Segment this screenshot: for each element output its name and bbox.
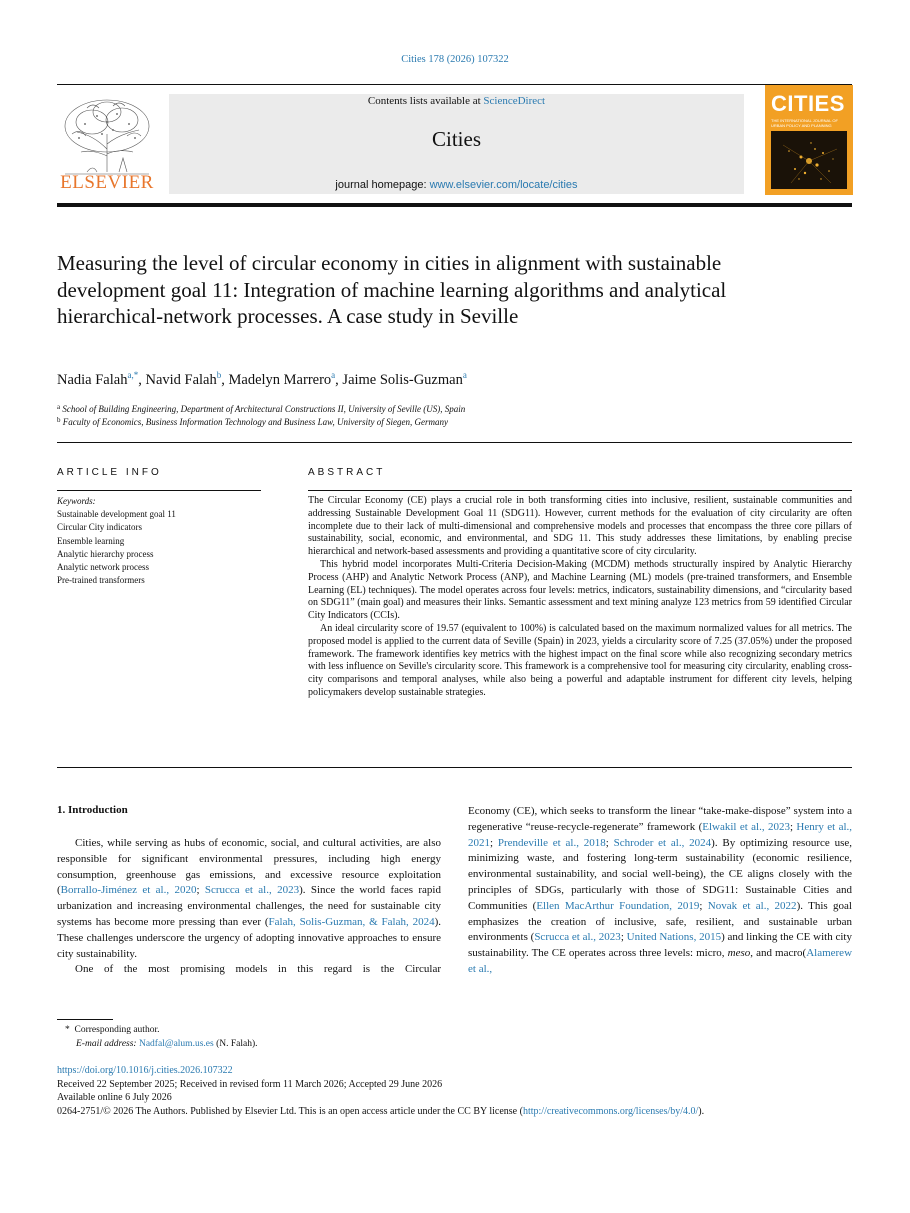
- body-text: ;: [789, 820, 797, 833]
- keyword-item: Circular City indicators: [57, 522, 142, 533]
- sciencedirect-link[interactable]: ScienceDirect: [483, 95, 546, 107]
- received-dates: Received 22 September 2025; Received in revised form 11 March 2026; Accepted 29 June 2026: [57, 1078, 443, 1090]
- author-separator: ,: [335, 372, 343, 388]
- license-suffix: ).: [698, 1105, 705, 1117]
- citation-reference-link[interactable]: Borrallo-Jiménez et al., 2020: [60, 884, 197, 897]
- header-top-rule: [57, 84, 852, 85]
- abstract-paragraph: The Circular Economy (CE) plays a crucial role in both transforming cities into inclusive, resilient, sustainable communities and addressing Sustainable Development Goal 11 (SDG11). However, current methods for the evaluation of city circularity are often incomplete due to their lack of multi-dimensional and comprehensive models and processes that encompass the three core pillars of sustainability, social, economic, and environmental, and SDG 11. This study addresses these limitations, by enabling precise hierarchical and network-based assessments and providing a quantitative score of city circularity.: [308, 495, 852, 558]
- article-info-rule: [57, 490, 261, 491]
- citation-reference-link[interactable]: Novak et al., 2022: [707, 899, 797, 912]
- corresponding-label: Corresponding author.: [74, 1025, 160, 1035]
- body-text: One of the most promising models in this regard is the Circular: [75, 963, 441, 976]
- affiliation-a-text: School of Building Engineering, Department of Architectural Constructions II, University of Seville (US), Spain: [62, 404, 466, 414]
- journal-title: Cities: [431, 127, 481, 151]
- doi-link[interactable]: https://doi.org/10.1016/j.cities.2026.107322: [57, 1065, 233, 1076]
- affiliation-b-marker: b: [57, 416, 61, 424]
- email-link[interactable]: Nadfal@alum.us.es: [138, 1039, 214, 1049]
- author-name[interactable]: Jaime Solis-Guzman: [342, 372, 463, 388]
- body-text: Cities, while serving as hubs of economic, social, and cultural activities, are also responsible for significant environmental pressures, including high energy consumption, greenhouse gas emissions, and excessive resource exploitation (: [57, 837, 441, 897]
- keywords-label: Keywords:: [57, 496, 96, 506]
- body-text: ). This goal emphasizes the creation of inclusive, safe, resilient, and sustainable urban environments (: [468, 899, 852, 944]
- abstract-paragraph: This hybrid model incorporates Multi-Criteria Decision-Making (MCDM) methods structurally inspired by Analytic Hierarchy Process (AHP) and Analytic Network Process (ANP), and Machine Learning (ML) models (pre-trained transformers, and Ensemble Learning (EL) techniques). The model operates across four levels: metrics, indicators, sustainability dimensions, and “circularity based on SDG11” (main goal) and measures their links. Semantic assessment and text mining analyze 123 metrics from 59 identified Circular City Indicators (CCIs).: [308, 558, 852, 622]
- abstract-body: [308, 495, 852, 700]
- author-separator: ,: [138, 372, 146, 388]
- affiliation-a-marker: a: [57, 403, 61, 411]
- abstract-paragraph: An ideal circularity score of 19.57 (equivalent to 100%) is calculated based on the maximum normalized values for all metrics. The proposed model is applied to the current data of Seville (Spain) in 2023, yields a circularity score of 7.25 (37.05%) under the proposed framework. The framework identifies key metrics with the highest impact on the final score while also recognizing secondary metrics with less influence on Seville's circularity score. This framework is a comprehensive tool for measuring city circularity, enabling cross-city comparisons and temporal analyses, while also being a powerful and adaptable instrument for different city levels, helping policymakers develop sustainable strategies.: [308, 622, 852, 698]
- body-text: ). By optimizing resource use, minimizing waste, and fostering long-term sustainability (economic resilience, environmental sustainability, and social well-being), the CE aligns closely with the principles of SDGs, particularly with those of SDG11: Sustainable Cities and Communities (: [468, 836, 852, 912]
- journal-cover[interactable]: [765, 85, 853, 195]
- citation-reference-link[interactable]: Scrucca et al., 2023: [534, 931, 621, 944]
- keyword-item: Analytic hierarchy process: [57, 548, 154, 559]
- license-link[interactable]: http://creativecommons.org/licenses/by/4.0/: [522, 1105, 699, 1117]
- author-name[interactable]: Madelyn Marrero: [228, 372, 332, 388]
- author-list: [57, 370, 852, 389]
- keyword-item: Pre-trained transformers: [57, 575, 145, 586]
- header-bottom-rule: [57, 203, 852, 207]
- corresponding-footnote: [57, 1024, 852, 1038]
- journal-header: [57, 84, 852, 208]
- citation-reference-link[interactable]: Ellen MacArthur Foundation, 2019: [536, 899, 700, 912]
- body-text: ;: [196, 884, 205, 897]
- article-title: Measuring the level of circular economy in cities in alignment with sustainable development goal 11: Integration of machine learning algorithms and analytical hierarchical-network processes. A case study in Seville: [57, 251, 727, 328]
- citation-line: [0, 54, 910, 65]
- cover-city-lights-image-icon: [771, 131, 847, 189]
- available-online: Available online 6 July 2026: [57, 1092, 172, 1103]
- keyword-item: Ensemble learning: [57, 535, 125, 546]
- elsevier-wordmark: ELSEVIER: [60, 172, 154, 193]
- keywords-block: [57, 495, 261, 587]
- citation-reference-link[interactable]: Falah, Solis-Guzman, & Falah, 2024: [268, 915, 435, 928]
- author-name[interactable]: Navid Falah: [145, 372, 217, 388]
- body-text: ;: [605, 836, 614, 849]
- body-text: , and macro(: [750, 947, 807, 960]
- abstract-heading: ABSTRACT: [308, 467, 386, 478]
- affiliation-b-text: Faculty of Economics, Business Information Technology and Business Law, University of Siegen, Germany: [62, 417, 448, 427]
- info-top-rule: [57, 442, 852, 443]
- author-affiliation-marker[interactable]: b: [216, 370, 222, 380]
- italic-text: meso: [727, 947, 751, 960]
- homepage-link[interactable]: www.elsevier.com/locate/cities: [429, 179, 578, 191]
- email-label: E-mail address:: [76, 1039, 137, 1049]
- citation-reference-link[interactable]: Prendeville et al., 2018: [497, 836, 606, 849]
- cover-subtitle: THE INTERNATIONAL JOURNAL OF URBAN POLICY AND PLANNING: [771, 118, 838, 128]
- intro-paragraph: [57, 836, 441, 962]
- cover-title: CITIES: [771, 91, 845, 116]
- body-column-left: [57, 836, 441, 978]
- author-separator: ,: [221, 372, 229, 388]
- intro-paragraph: [57, 962, 441, 978]
- author-name[interactable]: Nadia Falah: [57, 372, 128, 388]
- article-info-heading: ARTICLE INFO: [57, 467, 162, 478]
- citation-link[interactable]: Cities 178 (2026) 107322: [401, 54, 509, 65]
- body-text: ). Since the world faces rapid urbanization and increasing environmental challenges, the need for sustainable city systems has become more pressing than ever (: [57, 884, 441, 928]
- affiliation-b: [57, 416, 852, 427]
- citation-reference-link[interactable]: Elwakil et al., 2023: [702, 820, 790, 833]
- homepage-line: [169, 179, 744, 191]
- abstract-bottom-rule: [57, 767, 852, 768]
- body-text: ;: [699, 899, 708, 912]
- body-column-right: [468, 804, 852, 978]
- license-prefix: 0264-2751/© 2026 The Authors. Published by Elsevier Ltd. This is an open access article under the CC BY license (: [57, 1105, 523, 1117]
- header-center-panel: [169, 94, 744, 194]
- body-text: ) and linking the CE with city sustainability. The CE operates across three levels: micro,: [468, 931, 852, 960]
- keyword-item: Sustainable development goal 11: [57, 509, 176, 520]
- affiliation-a: [57, 403, 852, 414]
- email-suffix: (N. Falah).: [216, 1039, 258, 1049]
- citation-reference-link[interactable]: Henry et al., 2021: [468, 820, 853, 849]
- body-text: ). These challenges underscore the urgency of adopting innovative approaches to ensure city sustainability.: [57, 915, 441, 960]
- author-affiliation-marker[interactable]: a: [331, 370, 336, 380]
- citation-reference-link[interactable]: Scrucca et al., 2023: [204, 884, 300, 897]
- footnote-star: *: [65, 1025, 75, 1035]
- intro-paragraph: [468, 804, 852, 978]
- author-affiliation-marker[interactable]: a,*: [127, 370, 139, 380]
- keyword-item: Analytic network process: [57, 562, 149, 573]
- article-footer: [57, 1064, 857, 1118]
- citation-reference-link[interactable]: Schroder et al., 2024: [613, 836, 712, 849]
- footnote-rule: [57, 1019, 113, 1020]
- homepage-prefix: journal homepage:: [335, 179, 430, 191]
- citation-reference-link[interactable]: Alamerew et al.,: [468, 947, 853, 975]
- body-text: ;: [620, 931, 627, 944]
- introduction-heading: 1. Introduction: [57, 804, 128, 816]
- abstract-rule: [308, 490, 852, 491]
- contents-prefix: Contents lists available at: [367, 95, 484, 107]
- email-footnote: [57, 1038, 852, 1052]
- author-affiliation-marker[interactable]: a: [462, 370, 467, 380]
- body-text: ;: [490, 836, 498, 849]
- contents-line: [169, 95, 744, 107]
- license-line: [57, 1105, 857, 1119]
- body-text: Economy (CE), which seeks to transform the linear “take-make-dispose” system into a regenerative “reuse-recycle-regenerate” framework (: [468, 805, 852, 833]
- citation-reference-link[interactable]: United Nations, 2015: [626, 931, 722, 944]
